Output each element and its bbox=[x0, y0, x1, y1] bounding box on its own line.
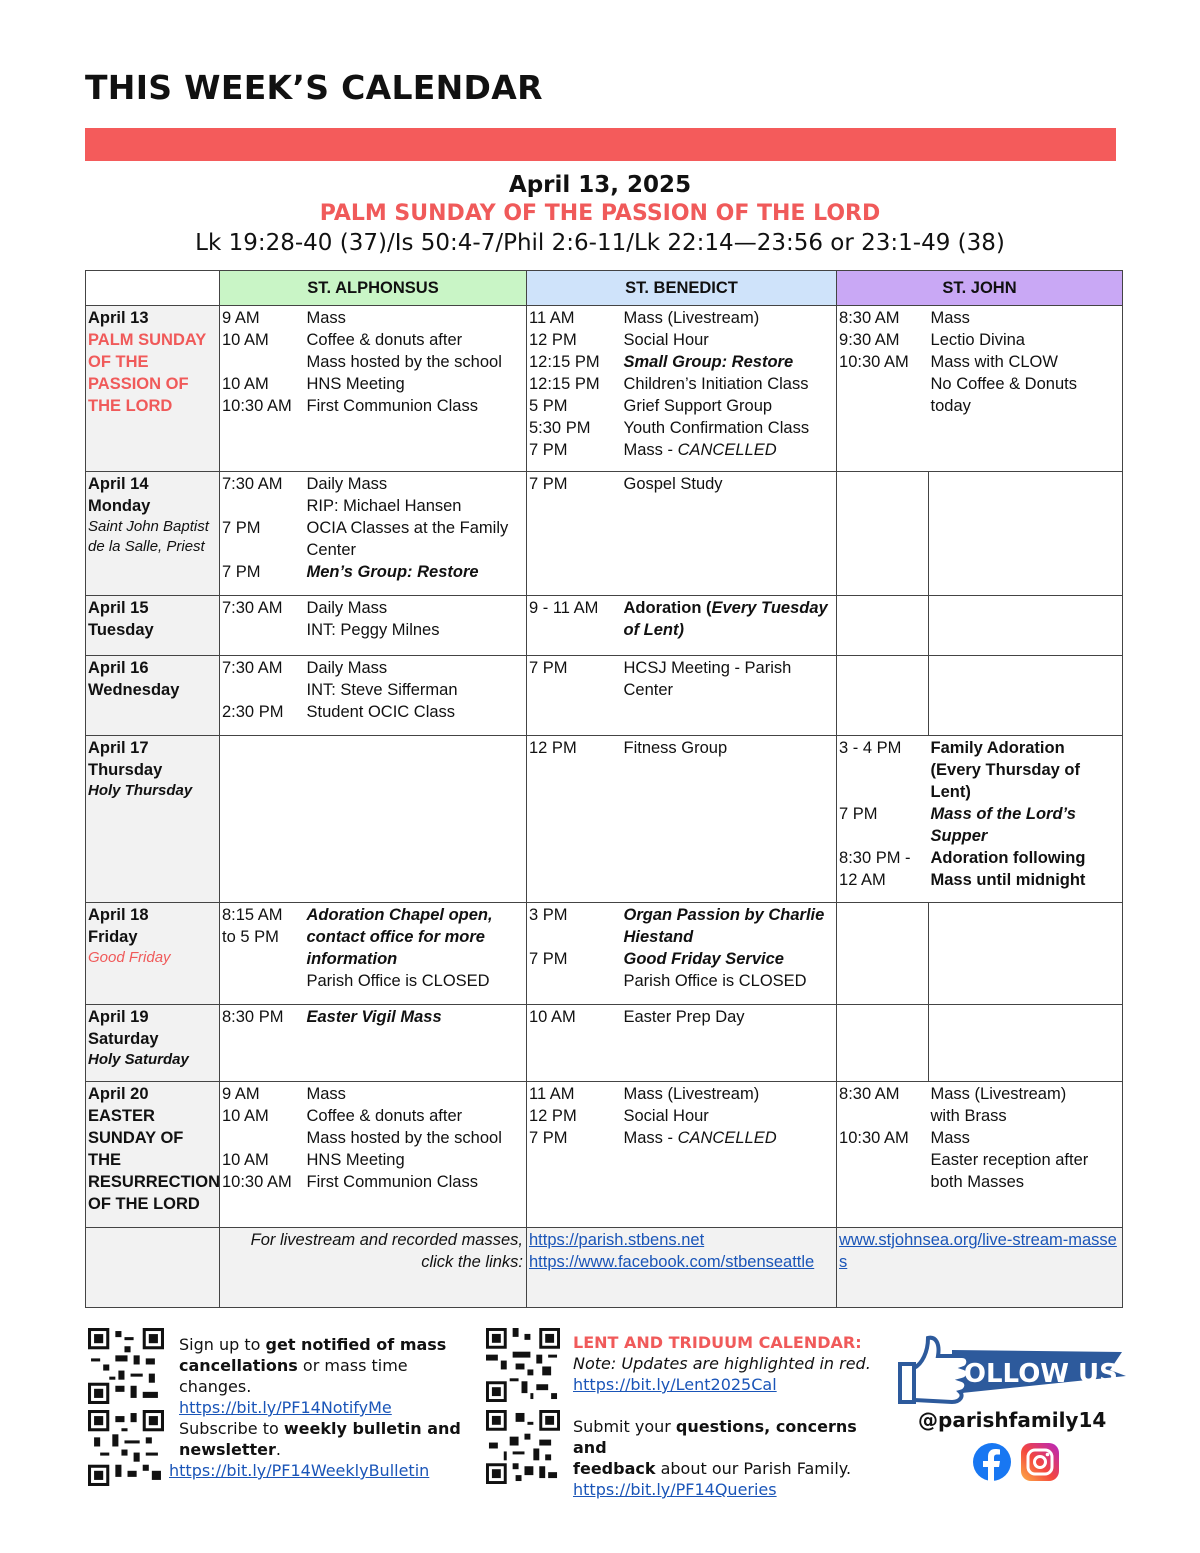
cell-text: today bbox=[930, 397, 971, 415]
event-cell bbox=[622, 656, 837, 736]
st-benedict-parish-link[interactable]: https://parish.stbens.net bbox=[529, 1231, 705, 1249]
cell-text: Holy Thursday bbox=[88, 782, 193, 799]
title-accent-bar bbox=[85, 128, 1116, 161]
cell-text: 9:30 AM bbox=[839, 331, 900, 349]
cell-text: questions, concerns and bbox=[573, 1417, 857, 1457]
cell-text: 7 PM bbox=[222, 519, 261, 537]
cell-text: Daily Mass bbox=[306, 599, 388, 617]
cell-text: April 20 bbox=[88, 1085, 149, 1103]
livestream-note bbox=[220, 1228, 527, 1308]
cell-text: click the links: bbox=[421, 1253, 523, 1271]
cell-text: Adoration Chapel open, bbox=[306, 906, 493, 924]
cell-text: 9 AM bbox=[222, 1085, 260, 1103]
cell-text: April 18 bbox=[88, 906, 149, 924]
cell-text: Wednesday bbox=[88, 681, 180, 699]
cell-text: get notified of mass bbox=[265, 1335, 447, 1354]
cell-text: Gospel Study bbox=[623, 475, 723, 493]
cell-text: PASSION OF bbox=[88, 375, 189, 393]
time-cell bbox=[527, 1082, 622, 1228]
event-cell bbox=[622, 1082, 837, 1228]
cell-text: Thursday bbox=[88, 761, 163, 779]
cell-text: information bbox=[306, 950, 398, 968]
cell-text: Saturday bbox=[88, 1030, 159, 1048]
header-date: April 13, 2025 bbox=[508, 172, 692, 198]
event-cell bbox=[929, 1082, 1123, 1228]
cell-text: OF THE LORD bbox=[88, 1195, 200, 1213]
cell-text: 12 AM bbox=[839, 871, 886, 889]
cell-text: April 15 bbox=[88, 599, 149, 617]
time-cell bbox=[837, 306, 929, 472]
cell-text: Lectio Divina bbox=[930, 331, 1025, 349]
cell-text: Mass (Livestream) bbox=[623, 1085, 760, 1103]
cell-text: Easter Prep Day bbox=[623, 1008, 745, 1026]
cell-text: April 13 bbox=[88, 309, 149, 327]
table-row bbox=[86, 656, 1123, 736]
cell-text: cancellations bbox=[179, 1356, 298, 1375]
cell-text: 8:30 PM bbox=[222, 1008, 284, 1026]
cell-text: THE LORD bbox=[88, 397, 173, 415]
cell-text: LENT AND TRIDUUM CALENDAR: bbox=[573, 1333, 862, 1352]
cell-text: First Communion Class bbox=[306, 397, 478, 415]
cell-text: 12 PM bbox=[529, 331, 577, 349]
time-cell bbox=[527, 903, 622, 1005]
cell-text: 12:15 PM bbox=[529, 375, 600, 393]
cell-text: contact office for more bbox=[306, 928, 485, 946]
cell-text: Mass bbox=[930, 1129, 970, 1147]
time-cell bbox=[220, 1005, 305, 1082]
cell-text: HCSJ Meeting - Parish bbox=[623, 659, 792, 677]
cell-text: 7 PM bbox=[529, 950, 568, 968]
queries-link[interactable]: https://bit.ly/PF14Queries bbox=[573, 1480, 777, 1499]
event-cell bbox=[622, 1005, 837, 1082]
cell-text: . bbox=[275, 1440, 282, 1459]
day-cell bbox=[86, 656, 220, 736]
time-cell bbox=[220, 656, 305, 736]
cell-text: OCIA Classes at the Family bbox=[306, 519, 509, 537]
table-row bbox=[86, 306, 1123, 472]
notify-block bbox=[179, 1334, 479, 1418]
cell-text: 10:30 AM bbox=[839, 1129, 909, 1147]
cell-text: 2:30 PM bbox=[222, 703, 284, 721]
cell-text: 8:15 AM bbox=[222, 906, 283, 924]
cell-text: 3 - 4 PM bbox=[839, 739, 902, 757]
cell-text: Mass hosted by the school bbox=[306, 353, 502, 371]
cell-text: Mass (Livestream) bbox=[930, 1085, 1067, 1103]
cell-text: Mass - bbox=[623, 1129, 678, 1147]
cell-text: Student OCIC Class bbox=[306, 703, 456, 721]
day-cell bbox=[86, 1005, 220, 1082]
time-cell bbox=[220, 472, 305, 596]
lent-calendar-link[interactable]: https://bit.ly/Lent2025Cal bbox=[573, 1375, 777, 1394]
time-cell bbox=[527, 306, 622, 472]
cell-text: 7:30 AM bbox=[222, 599, 283, 617]
cell-text: Friday bbox=[88, 928, 138, 946]
cell-text: No Coffee & Donuts bbox=[930, 375, 1077, 393]
benedict-links-cell bbox=[527, 1228, 837, 1308]
cell-text: Mass bbox=[930, 309, 970, 327]
cell-text: 12 PM bbox=[529, 739, 577, 757]
cell-text: 7:30 AM bbox=[222, 659, 283, 677]
cell-text: 7:30 AM bbox=[222, 475, 283, 493]
cell-text: Social Hour bbox=[623, 1107, 709, 1125]
instagram-icon[interactable] bbox=[1020, 1442, 1060, 1482]
cell-text: 7 PM bbox=[839, 805, 878, 823]
cell-text: or mass time changes. bbox=[179, 1356, 408, 1396]
cell-text: Mass bbox=[306, 1085, 346, 1103]
cell-text: OF THE bbox=[88, 353, 149, 371]
cell-text: 7 PM bbox=[529, 659, 568, 677]
qr-code-icon bbox=[88, 1410, 164, 1486]
cell-text: Small Group: Restore bbox=[623, 353, 794, 371]
cell-text: Fitness Group bbox=[623, 739, 728, 757]
event-cell bbox=[929, 903, 1123, 1005]
cell-text: Every Tuesday bbox=[711, 599, 828, 617]
cell-text: Social Hour bbox=[623, 331, 709, 349]
cell-text: HNS Meeting bbox=[306, 1151, 405, 1169]
cell-text: Mass bbox=[306, 309, 346, 327]
john-links-cell bbox=[837, 1228, 1123, 1308]
table-row bbox=[86, 736, 1123, 903]
cell-text: Lent) bbox=[930, 783, 971, 801]
cell-text: April 14 bbox=[88, 475, 149, 493]
cell-text: 10 AM bbox=[222, 375, 269, 393]
qr-code-icon bbox=[486, 1328, 560, 1402]
svg-text:FOLLOW US: FOLLOW US bbox=[946, 1359, 1118, 1389]
cell-text: Mass - bbox=[623, 441, 678, 459]
cell-text: 10:30 AM bbox=[839, 353, 909, 371]
cell-text: Daily Mass bbox=[306, 659, 388, 677]
cell-text: of Lent) bbox=[623, 621, 684, 639]
time-cell bbox=[527, 656, 622, 736]
cell-text: PALM SUNDAY bbox=[88, 331, 207, 349]
qr-code-icon bbox=[88, 1328, 164, 1404]
cell-text: Center bbox=[623, 681, 674, 699]
time-cell bbox=[527, 472, 622, 596]
cell-text: Center bbox=[306, 541, 357, 559]
cell-text: 7 PM bbox=[529, 1129, 568, 1147]
day-cell bbox=[86, 1228, 220, 1308]
cell-text: HNS Meeting bbox=[306, 375, 405, 393]
event-cell bbox=[305, 472, 527, 596]
livestream-links-row bbox=[86, 1228, 1123, 1308]
cell-text: 7 PM bbox=[222, 563, 261, 581]
cell-text: 5:30 PM bbox=[529, 419, 591, 437]
cell-text: 10:30 AM bbox=[222, 1173, 292, 1191]
time-cell bbox=[837, 1082, 929, 1228]
cell-text: both Masses bbox=[930, 1173, 1025, 1191]
day-cell bbox=[86, 903, 220, 1005]
event-cell bbox=[305, 1005, 527, 1082]
table-header-row bbox=[86, 271, 1123, 306]
day-cell bbox=[86, 306, 220, 472]
event-cell bbox=[622, 596, 837, 656]
thumbs-up-icon bbox=[900, 1364, 914, 1402]
time-cell bbox=[837, 1005, 929, 1082]
event-cell bbox=[929, 472, 1123, 596]
time-cell bbox=[220, 903, 305, 1005]
corner-cell bbox=[86, 271, 220, 306]
cell-text: 8:30 AM bbox=[839, 1085, 900, 1103]
time-cell bbox=[527, 1005, 622, 1082]
cell-text: EASTER bbox=[88, 1107, 155, 1125]
time-cell bbox=[527, 736, 622, 903]
st-john-livestream-link[interactable]: www.stjohnsea.org/live-stream-masses bbox=[839, 1231, 1117, 1271]
day-cell bbox=[86, 472, 220, 596]
event-cell bbox=[929, 306, 1123, 472]
day-cell bbox=[86, 596, 220, 656]
event-cell bbox=[622, 472, 837, 596]
cell-text: 12:15 PM bbox=[529, 353, 600, 371]
event-cell bbox=[929, 1005, 1123, 1082]
time-cell bbox=[837, 472, 929, 596]
event-cell bbox=[305, 903, 527, 1005]
day-cell bbox=[86, 736, 220, 903]
event-cell bbox=[622, 306, 837, 472]
event-cell bbox=[929, 736, 1123, 903]
cell-text: Mass of the Lord’s bbox=[930, 805, 1076, 823]
time-cell bbox=[220, 1082, 305, 1228]
column-header-st-alphonsus: ST. ALPHONSUS bbox=[220, 271, 527, 306]
cell-text: Monday bbox=[88, 497, 151, 515]
cell-text: 10 AM bbox=[222, 1151, 269, 1169]
cell-text: Parish Office is CLOSED bbox=[623, 972, 807, 990]
cell-text: 3 PM bbox=[529, 906, 568, 924]
cell-text: to 5 PM bbox=[222, 928, 279, 946]
cell-text: Mass (Livestream) bbox=[623, 309, 760, 327]
time-cell bbox=[220, 306, 305, 472]
cell-text: Note: Updates are highlighted in red. bbox=[573, 1354, 871, 1373]
time-cell bbox=[837, 596, 929, 656]
event-cell bbox=[622, 736, 837, 903]
cell-text: CANCELLED bbox=[677, 1129, 777, 1147]
cell-text: Adoration following bbox=[930, 849, 1086, 867]
cell-text: Grief Support Group bbox=[623, 397, 773, 415]
table-row bbox=[86, 903, 1123, 1005]
facebook-icon[interactable] bbox=[972, 1442, 1012, 1482]
cell-text: Saint John Baptist bbox=[88, 518, 209, 535]
header-feast: PALM SUNDAY OF THE PASSION OF THE LORD bbox=[319, 201, 881, 226]
cell-text: Daily Mass bbox=[306, 475, 388, 493]
cell-text: INT: Peggy Milnes bbox=[306, 621, 440, 639]
cell-text: Mass with CLOW bbox=[930, 353, 1058, 371]
cell-text: 8:30 AM bbox=[839, 309, 900, 327]
column-header-st-benedict: ST. BENEDICT bbox=[527, 271, 837, 306]
cell-text: (Every Thursday of bbox=[930, 761, 1080, 779]
time-cell bbox=[527, 596, 622, 656]
event-cell bbox=[305, 656, 527, 736]
cell-text: First Communion Class bbox=[306, 1173, 478, 1191]
time-cell bbox=[220, 596, 305, 656]
cell-text: 9 - 11 AM bbox=[529, 599, 599, 617]
column-header-st-john: ST. JOHN bbox=[837, 271, 1123, 306]
cell-text: 7 PM bbox=[529, 441, 568, 459]
event-cell bbox=[929, 596, 1123, 656]
cell-text: about our Parish Family. bbox=[655, 1459, 852, 1478]
event-cell bbox=[305, 306, 527, 472]
event-cell bbox=[305, 596, 527, 656]
time-cell bbox=[837, 736, 929, 903]
cell-text: 10 AM bbox=[529, 1008, 576, 1026]
cell-text: Mass until midnight bbox=[930, 871, 1086, 889]
cell-text: Youth Confirmation Class bbox=[623, 419, 810, 437]
event-cell bbox=[305, 736, 527, 903]
cell-text: with Brass bbox=[930, 1107, 1007, 1125]
cell-text: Adoration ( bbox=[623, 599, 712, 617]
table-row bbox=[86, 1005, 1123, 1082]
cell-text: 12 PM bbox=[529, 1107, 577, 1125]
cell-text: THE bbox=[88, 1151, 121, 1169]
cell-text: For livestream and recorded masses, bbox=[250, 1231, 523, 1249]
cell-text: Supper bbox=[930, 827, 988, 845]
cell-text: Coffee & donuts after bbox=[306, 1107, 463, 1125]
time-cell bbox=[837, 656, 929, 736]
cell-text: de la Salle, Priest bbox=[88, 538, 205, 555]
cell-text: Good Friday bbox=[88, 949, 171, 966]
cell-text: Sign up to bbox=[179, 1335, 266, 1354]
follow-us-banner bbox=[892, 1330, 1128, 1408]
page-title: THIS WEEK’S CALENDAR bbox=[85, 68, 543, 107]
notify-link[interactable]: https://bit.ly/PF14NotifyMe bbox=[179, 1398, 392, 1417]
cell-text: Hiestand bbox=[623, 928, 694, 946]
cell-text: newsletter bbox=[179, 1440, 276, 1459]
cell-text: 11 AM bbox=[529, 309, 575, 327]
cell-text: April 17 bbox=[88, 739, 149, 757]
bulletin-link[interactable]: https://bit.ly/PF14WeeklyBulletin bbox=[169, 1461, 430, 1480]
cell-text: Good Friday Service bbox=[623, 950, 784, 968]
cell-text: Submit your bbox=[573, 1417, 676, 1436]
cell-text: Organ Passion by Charlie bbox=[623, 906, 825, 924]
cell-text: Tuesday bbox=[88, 621, 154, 639]
time-cell bbox=[220, 736, 305, 903]
cell-text: Easter reception after bbox=[930, 1151, 1089, 1169]
cell-text: 5 PM bbox=[529, 397, 568, 415]
day-cell bbox=[86, 1082, 220, 1228]
st-benedict-facebook-link[interactable]: https://www.facebook.com/stbenseattle bbox=[529, 1253, 815, 1271]
event-cell bbox=[929, 656, 1123, 736]
cell-text: Parish Office is CLOSED bbox=[306, 972, 490, 990]
cell-text: RIP: Michael Hansen bbox=[306, 497, 462, 515]
cell-text: Family Adoration bbox=[930, 739, 1065, 757]
bulletin-block bbox=[169, 1418, 479, 1481]
cell-text: feedback bbox=[573, 1459, 656, 1478]
table-row bbox=[86, 472, 1123, 596]
cell-text: CANCELLED bbox=[677, 441, 777, 459]
header-readings: Lk 19:28-40 (37)/Is 50:4-7/Phil 2:6-11/Lk 22:14—23:56 or 23:1-49 (38) bbox=[195, 230, 1005, 256]
cell-text: 10:30 AM bbox=[222, 397, 292, 415]
cell-text: April 19 bbox=[88, 1008, 149, 1026]
cell-text: April 16 bbox=[88, 659, 149, 677]
cell-text: RESURRECTION bbox=[88, 1173, 221, 1191]
cell-text: weekly bulletin and bbox=[283, 1419, 461, 1438]
cell-text: Children’s Initiation Class bbox=[623, 375, 809, 393]
cell-text: INT: Steve Sifferman bbox=[306, 681, 458, 699]
cell-text: Men’s Group: Restore bbox=[306, 563, 479, 581]
table-row bbox=[86, 596, 1123, 656]
cell-text: 10 AM bbox=[222, 331, 269, 349]
cell-text: 7 PM bbox=[529, 475, 568, 493]
cell-text: SUNDAY OF bbox=[88, 1129, 184, 1147]
cell-text: Subscribe to bbox=[179, 1419, 284, 1438]
cell-text: 8:30 PM - bbox=[839, 849, 911, 867]
queries-block bbox=[573, 1416, 893, 1500]
cell-text: 9 AM bbox=[222, 309, 260, 327]
qr-code-icon bbox=[486, 1410, 560, 1484]
cell-text: Coffee & donuts after bbox=[306, 331, 463, 349]
cell-text: 11 AM bbox=[529, 1085, 575, 1103]
cell-text: Mass hosted by the school bbox=[306, 1129, 502, 1147]
lent-calendar-block bbox=[573, 1332, 893, 1395]
cell-text: Easter Vigil Mass bbox=[306, 1008, 442, 1026]
event-cell bbox=[305, 1082, 527, 1228]
social-handle: @parishfamily14 bbox=[918, 1408, 1107, 1432]
cell-text: Holy Saturday bbox=[88, 1051, 189, 1068]
event-cell bbox=[622, 903, 837, 1005]
table-row bbox=[86, 1082, 1123, 1228]
time-cell bbox=[837, 903, 929, 1005]
cell-text: 10 AM bbox=[222, 1107, 269, 1125]
calendar-table bbox=[85, 270, 1123, 1308]
